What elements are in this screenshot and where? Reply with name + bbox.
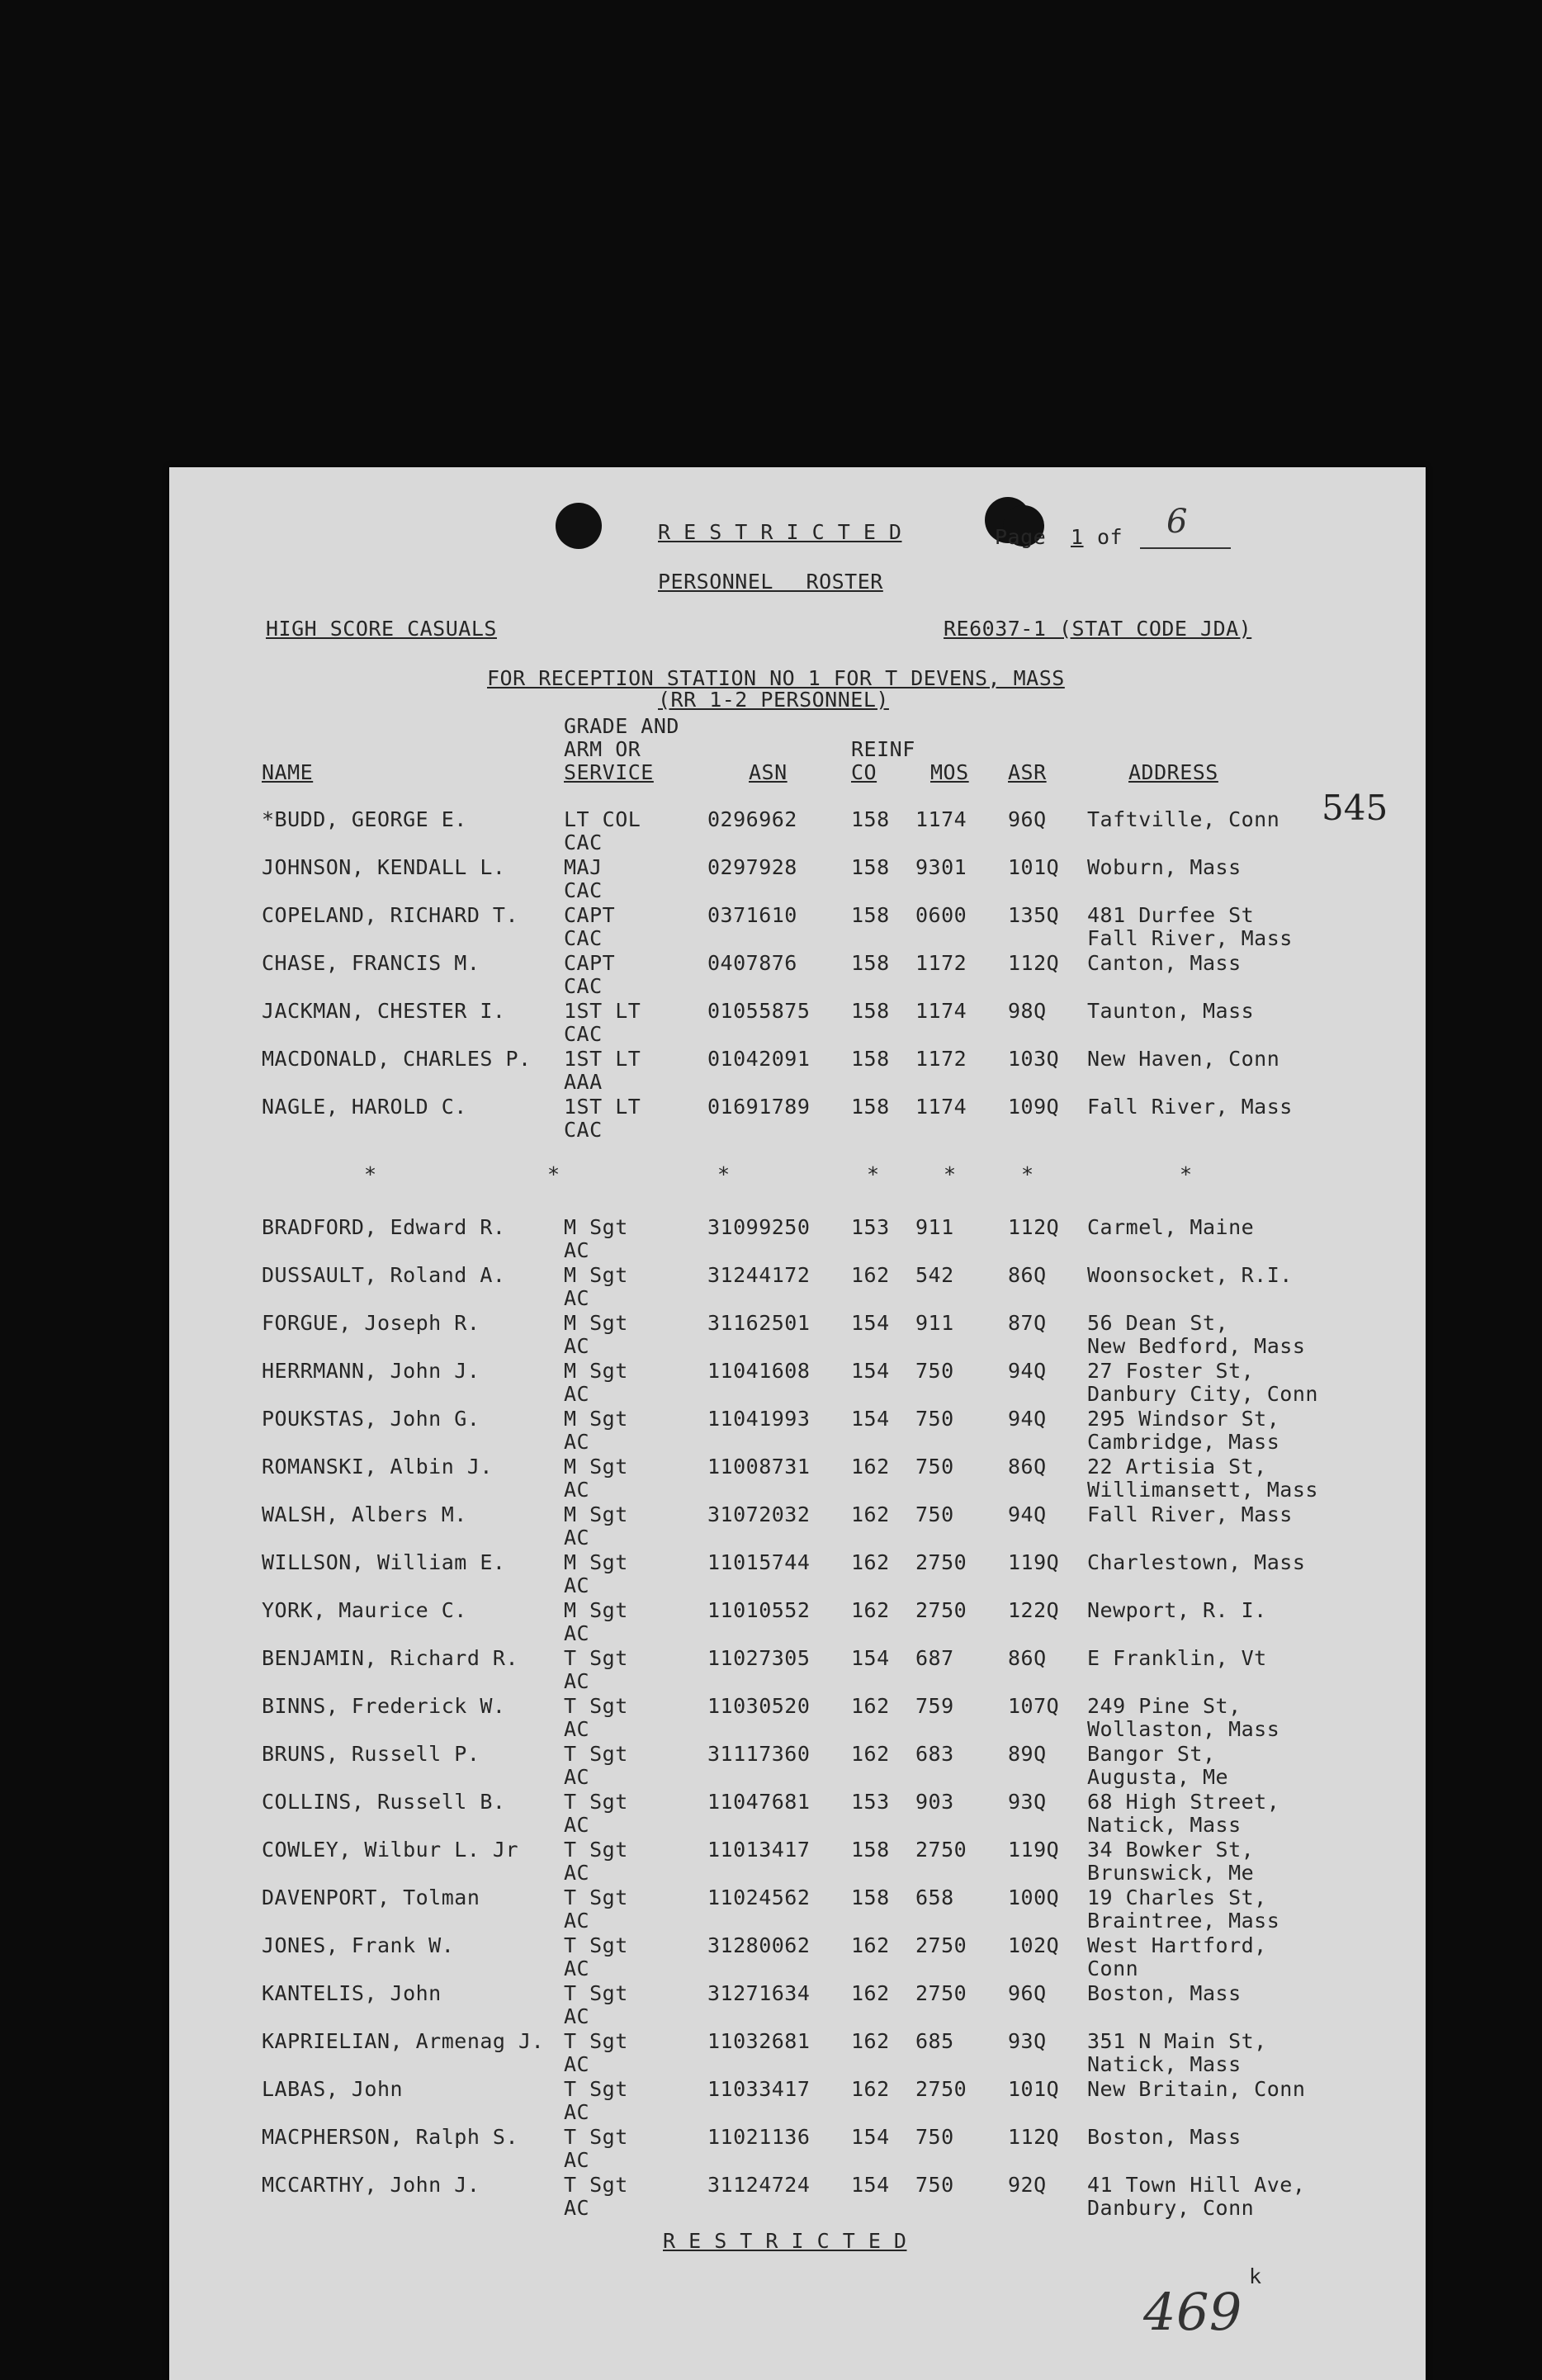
cell-co: 162 <box>851 1598 890 1622</box>
cell-asn: 11047681 <box>707 1790 811 1814</box>
cell-arm: CAC <box>564 1118 603 1142</box>
cell-addr1: E Franklin, Vt <box>1087 1646 1267 1670</box>
cell-mos: 2750 <box>915 2077 967 2101</box>
cell-asr: 101Q <box>1008 855 1060 879</box>
cell-grade: T Sgt <box>564 2125 628 2149</box>
cell-mos: 683 <box>915 1742 954 1766</box>
col-name: NAME <box>262 760 314 784</box>
cell-name: FORGUE, Joseph R. <box>262 1311 480 1335</box>
roster-row <box>169 1504 1426 1552</box>
page-total-line <box>1140 547 1231 549</box>
cell-asr: 122Q <box>1008 1598 1060 1622</box>
cell-mos: 750 <box>915 1455 954 1479</box>
punch-hole-left <box>556 503 602 549</box>
station-subtitle: (RR 1-2 PERSONNEL) <box>658 688 889 712</box>
cell-co: 158 <box>851 1886 890 1909</box>
cell-mos: 1174 <box>915 999 967 1023</box>
cell-grade: M Sgt <box>564 1311 628 1335</box>
col-grade-2: ARM OR <box>564 737 641 761</box>
cell-asr: 94Q <box>1008 1359 1047 1383</box>
cell-co: 154 <box>851 1646 890 1670</box>
cell-co: 158 <box>851 1095 890 1119</box>
roster-row <box>169 1791 1426 1839</box>
cell-mos: 750 <box>915 2173 954 2197</box>
cell-addr1: Charlestown, Mass <box>1087 1550 1306 1574</box>
cell-mos: 750 <box>915 1502 954 1526</box>
cell-name: CHASE, FRANCIS M. <box>262 951 480 975</box>
col-reinf-2: CO <box>851 760 877 784</box>
cell-arm: AC <box>564 1430 590 1454</box>
col-grade-1: GRADE AND <box>564 714 679 738</box>
cell-grade: M Sgt <box>564 1359 628 1383</box>
cell-arm: AC <box>564 1717 590 1741</box>
cell-addr1: 351 N Main St, <box>1087 2029 1267 2053</box>
cell-addr1: Newport, R. I. <box>1087 1598 1267 1622</box>
cell-co: 154 <box>851 2125 890 2149</box>
cell-co: 162 <box>851 1981 890 2005</box>
roster-row <box>169 809 1426 857</box>
roster-row <box>169 1048 1426 1096</box>
cell-asr: 94Q <box>1008 1407 1047 1431</box>
cell-mos: 2750 <box>915 1598 967 1622</box>
separator-mark: * <box>1180 1162 1193 1186</box>
cell-co: 158 <box>851 903 890 927</box>
cell-asn: 31162501 <box>707 1311 811 1335</box>
cell-name: BINNS, Frederick W. <box>262 1694 506 1718</box>
cell-arm: AC <box>564 1909 590 1933</box>
cell-grade: T Sgt <box>564 1838 628 1862</box>
cell-asn: 31124724 <box>707 2173 811 2197</box>
cell-name: LABAS, John <box>262 2077 404 2101</box>
cell-name: WILLSON, William E. <box>262 1550 506 1574</box>
cell-asr: 102Q <box>1008 1933 1060 1957</box>
cell-asr: 87Q <box>1008 1311 1047 1335</box>
cell-addr1: Fall River, Mass <box>1087 1502 1293 1526</box>
cell-co: 154 <box>851 2173 890 2197</box>
cell-grade: M Sgt <box>564 1407 628 1431</box>
cell-asn: 31244172 <box>707 1263 811 1287</box>
of-label: of <box>1097 525 1123 549</box>
separator-mark: * <box>547 1162 561 1186</box>
cell-asr: 86Q <box>1008 1455 1047 1479</box>
cell-asn: 11013417 <box>707 1838 811 1862</box>
cell-name: *BUDD, GEORGE E. <box>262 807 467 831</box>
cell-mos: 1174 <box>915 807 967 831</box>
cell-asn: 11041993 <box>707 1407 811 1431</box>
cell-mos: 2750 <box>915 1550 967 1574</box>
cell-asn: 11021136 <box>707 2125 811 2149</box>
cell-grade: T Sgt <box>564 1933 628 1957</box>
cell-name: NAGLE, HAROLD C. <box>262 1095 467 1119</box>
cell-name: KAPRIELIAN, Armenag J. <box>262 2029 545 2053</box>
cell-asn: 11041608 <box>707 1359 811 1383</box>
roster-row <box>169 1360 1426 1408</box>
cell-name: DUSSAULT, Roland A. <box>262 1263 506 1287</box>
cell-co: 162 <box>851 2029 890 2053</box>
cell-arm: AC <box>564 2004 590 2028</box>
cell-grade: CAPT <box>564 951 616 975</box>
cell-asr: 112Q <box>1008 1215 1060 1239</box>
cell-asr: 96Q <box>1008 1981 1047 2005</box>
col-mos: MOS <box>930 760 969 784</box>
cell-addr1: 41 Town Hill Ave, <box>1087 2173 1306 2197</box>
cell-addr2: Natick, Mass <box>1087 1813 1242 1837</box>
cell-arm: AC <box>564 1861 590 1885</box>
cell-name: DAVENPORT, Tolman <box>262 1886 480 1909</box>
cell-asr: 86Q <box>1008 1263 1047 1287</box>
roster-row <box>169 2127 1426 2174</box>
cell-grade: T Sgt <box>564 2029 628 2053</box>
cell-grade: LT COL <box>564 807 641 831</box>
cell-name: YORK, Maurice C. <box>262 1598 467 1622</box>
roster-row <box>169 1217 1426 1265</box>
cell-mos: 2750 <box>915 1981 967 2005</box>
cell-arm: AC <box>564 2052 590 2076</box>
cell-co: 158 <box>851 951 890 975</box>
cell-asn: 11033417 <box>707 2077 811 2101</box>
cell-arm: AC <box>564 2148 590 2172</box>
cell-arm: AC <box>564 1334 590 1358</box>
cell-arm: CAC <box>564 878 603 902</box>
cell-arm: AC <box>564 1478 590 1502</box>
roster-row <box>169 857 1426 905</box>
cell-asn: 0297928 <box>707 855 797 879</box>
cell-grade: 1ST LT <box>564 999 641 1023</box>
cell-mos: 542 <box>915 1263 954 1287</box>
cell-mos: 658 <box>915 1886 954 1909</box>
cell-addr1: Woburn, Mass <box>1087 855 1242 879</box>
cell-arm: CAC <box>564 974 603 998</box>
cell-co: 162 <box>851 1263 890 1287</box>
cell-asr: 89Q <box>1008 1742 1047 1766</box>
cell-mos: 903 <box>915 1790 954 1814</box>
cell-asn: 11030520 <box>707 1694 811 1718</box>
cell-name: COLLINS, Russell B. <box>262 1790 506 1814</box>
cell-mos: 687 <box>915 1646 954 1670</box>
cell-name: BENJAMIN, Richard R. <box>262 1646 519 1670</box>
cell-co: 158 <box>851 807 890 831</box>
cell-addr2: Augusta, Me <box>1087 1765 1229 1789</box>
cell-addr2: Wollaston, Mass <box>1087 1717 1280 1741</box>
cell-co: 162 <box>851 1502 890 1526</box>
page-title: PERSONNEL ROSTER <box>658 570 883 594</box>
document-number: 545 <box>1322 788 1388 828</box>
cell-arm: AC <box>564 1382 590 1406</box>
cell-mos: 911 <box>915 1215 954 1239</box>
cell-asr: 93Q <box>1008 2029 1047 2053</box>
cell-mos: 750 <box>915 2125 954 2149</box>
cell-grade: M Sgt <box>564 1502 628 1526</box>
col-reinf-1: REINF <box>851 737 915 761</box>
cell-co: 158 <box>851 999 890 1023</box>
cell-asr: 92Q <box>1008 2173 1047 2197</box>
cell-mos: 1172 <box>915 951 967 975</box>
cell-co: 153 <box>851 1790 890 1814</box>
cell-addr1: Boston, Mass <box>1087 2125 1242 2149</box>
cell-grade: T Sgt <box>564 1646 628 1670</box>
cell-addr2: Brunswick, Me <box>1087 1861 1255 1885</box>
cell-grade: 1ST LT <box>564 1095 641 1119</box>
cell-grade: CAPT <box>564 903 616 927</box>
cell-asn: 11024562 <box>707 1886 811 1909</box>
cell-addr2: Braintree, Mass <box>1087 1909 1280 1933</box>
cell-co: 162 <box>851 1933 890 1957</box>
cell-asn: 31280062 <box>707 1933 811 1957</box>
cell-asn: 01055875 <box>707 999 811 1023</box>
col-asn: ASN <box>749 760 788 784</box>
cell-co: 158 <box>851 1047 890 1071</box>
separator-mark: * <box>364 1162 377 1186</box>
roster-row <box>169 1983 1426 2031</box>
cell-asn: 0371610 <box>707 903 797 927</box>
cell-name: BRADFORD, Edward R. <box>262 1215 506 1239</box>
cell-asn: 31271634 <box>707 1981 811 2005</box>
cell-asr: 98Q <box>1008 999 1047 1023</box>
cell-name: COPELAND, RICHARD T. <box>262 903 519 927</box>
cell-grade: T Sgt <box>564 1981 628 2005</box>
cell-addr1: 295 Windsor St, <box>1087 1407 1280 1431</box>
cell-addr2: Danbury City, Conn <box>1087 1382 1318 1406</box>
roster-page <box>169 467 1426 2380</box>
cell-asr: 100Q <box>1008 1886 1060 1909</box>
cell-addr1: 249 Pine St, <box>1087 1694 1242 1718</box>
roster-row <box>169 1096 1426 1144</box>
cell-addr1: Woonsocket, R.I. <box>1087 1263 1293 1287</box>
cell-asr: 107Q <box>1008 1694 1060 1718</box>
restricted-footer: R E S T R I C T E D <box>663 2229 907 2253</box>
cell-addr1: Bangor St, <box>1087 1742 1216 1766</box>
cell-name: JONES, Frank W. <box>262 1933 455 1957</box>
cell-mos: 1172 <box>915 1047 967 1071</box>
cell-grade: M Sgt <box>564 1215 628 1239</box>
cell-addr1: Boston, Mass <box>1087 1981 1242 2005</box>
cell-name: JOHNSON, KENDALL L. <box>262 855 506 879</box>
cell-asn: 0296962 <box>707 807 797 831</box>
col-grade-3: SERVICE <box>564 760 654 784</box>
cell-asr: 96Q <box>1008 807 1047 831</box>
cell-addr1: 56 Dean St, <box>1087 1311 1229 1335</box>
cell-arm: AC <box>564 1238 590 1262</box>
cell-addr2: Danbury, Conn <box>1087 2196 1255 2220</box>
cell-addr1: New Britain, Conn <box>1087 2077 1306 2101</box>
cell-asr: 101Q <box>1008 2077 1060 2101</box>
roster-row <box>169 1744 1426 1791</box>
cell-name: JACKMAN, CHESTER I. <box>262 999 506 1023</box>
roster-row <box>169 1265 1426 1313</box>
cell-asr: 109Q <box>1008 1095 1060 1119</box>
cell-mos: 2750 <box>915 1933 967 1957</box>
cell-asn: 01042091 <box>707 1047 811 1071</box>
station-title: FOR RECEPTION STATION NO 1 FOR T DEVENS, MASS <box>487 666 1065 690</box>
cell-mos: 0600 <box>915 903 967 927</box>
cell-name: MACDONALD, CHARLES P. <box>262 1047 532 1071</box>
cell-asr: 112Q <box>1008 2125 1060 2149</box>
cell-name: WALSH, Albers M. <box>262 1502 467 1526</box>
cell-arm: AAA <box>564 1070 603 1094</box>
roster-row <box>169 1600 1426 1648</box>
cell-asr: 86Q <box>1008 1646 1047 1670</box>
cell-mos: 9301 <box>915 855 967 879</box>
roster-row <box>169 953 1426 1001</box>
cell-co: 162 <box>851 1742 890 1766</box>
cell-asn: 31072032 <box>707 1502 811 1526</box>
cell-grade: T Sgt <box>564 1790 628 1814</box>
cell-asn: 11008731 <box>707 1455 811 1479</box>
cell-grade: M Sgt <box>564 1263 628 1287</box>
roster-row <box>169 2079 1426 2127</box>
cell-addr2: New Bedford, Mass <box>1087 1334 1306 1358</box>
cell-arm: CAC <box>564 926 603 950</box>
cell-mos: 1174 <box>915 1095 967 1119</box>
cell-name: POUKSTAS, John G. <box>262 1407 480 1431</box>
cell-grade: M Sgt <box>564 1550 628 1574</box>
cell-addr1: Fall River, Mass <box>1087 1095 1293 1119</box>
roster-row <box>169 1408 1426 1456</box>
cell-arm: AC <box>564 1813 590 1837</box>
cell-name: ROMANSKI, Albin J. <box>262 1455 493 1479</box>
cell-name: COWLEY, Wilbur L. Jr <box>262 1838 519 1862</box>
cell-addr1: Taunton, Mass <box>1087 999 1255 1023</box>
cell-asn: 11015744 <box>707 1550 811 1574</box>
cell-addr1: Canton, Mass <box>1087 951 1242 975</box>
cell-name: MCCARTHY, John J. <box>262 2173 480 2197</box>
page-number: 1 <box>1071 525 1084 549</box>
cell-co: 162 <box>851 1455 890 1479</box>
cell-co: 158 <box>851 1838 890 1862</box>
roster-row <box>169 1696 1426 1744</box>
cell-co: 154 <box>851 1359 890 1383</box>
cell-arm: AC <box>564 1526 590 1550</box>
separator-mark: * <box>867 1162 880 1186</box>
cell-co: 153 <box>851 1215 890 1239</box>
cell-asn: 01691789 <box>707 1095 811 1119</box>
roster-row <box>169 1001 1426 1048</box>
cell-co: 162 <box>851 1694 890 1718</box>
cell-asr: 93Q <box>1008 1790 1047 1814</box>
cell-arm: AC <box>564 1765 590 1789</box>
cell-arm: AC <box>564 2100 590 2124</box>
cell-addr1: 19 Charles St, <box>1087 1886 1267 1909</box>
cell-grade: M Sgt <box>564 1598 628 1622</box>
roster-row <box>169 1456 1426 1504</box>
cell-arm: AC <box>564 1621 590 1645</box>
roster-row <box>169 1648 1426 1696</box>
col-address: ADDRESS <box>1128 760 1218 784</box>
cell-grade: MAJ <box>564 855 603 879</box>
cell-addr1: 22 Artisia St, <box>1087 1455 1267 1479</box>
cell-addr1: Taftville, Conn <box>1087 807 1280 831</box>
cell-arm: AC <box>564 1286 590 1310</box>
cell-asn: 31099250 <box>707 1215 811 1239</box>
separator-mark: * <box>717 1162 731 1186</box>
cell-mos: 750 <box>915 1407 954 1431</box>
cell-addr1: 481 Durfee St <box>1087 903 1255 927</box>
page-total: 6 <box>1166 503 1188 541</box>
cell-co: 154 <box>851 1311 890 1335</box>
mark-k: k <box>1249 2264 1262 2288</box>
cell-addr2: Natick, Mass <box>1087 2052 1242 2076</box>
cell-addr2: Cambridge, Mass <box>1087 1430 1280 1454</box>
cell-arm: AC <box>564 1573 590 1597</box>
cell-addr1: Carmel, Maine <box>1087 1215 1255 1239</box>
cell-grade: 1ST LT <box>564 1047 641 1071</box>
separator-mark: * <box>944 1162 957 1186</box>
cell-asr: 119Q <box>1008 1550 1060 1574</box>
cell-mos: 685 <box>915 2029 954 2053</box>
cell-grade: T Sgt <box>564 1886 628 1909</box>
cell-mos: 911 <box>915 1311 954 1335</box>
roster-row <box>169 2174 1426 2222</box>
cell-name: MACPHERSON, Ralph S. <box>262 2125 519 2149</box>
cell-co: 154 <box>851 1407 890 1431</box>
cell-co: 158 <box>851 855 890 879</box>
cell-grade: T Sgt <box>564 1742 628 1766</box>
cell-asn: 11027305 <box>707 1646 811 1670</box>
stat-code: RE6037-1 (STAT CODE JDA) <box>944 617 1252 641</box>
cell-mos: 750 <box>915 1359 954 1383</box>
cell-addr1: 34 Bowker St, <box>1087 1838 1255 1862</box>
cell-mos: 759 <box>915 1694 954 1718</box>
roster-row <box>169 1313 1426 1360</box>
cell-addr2: Willimansett, Mass <box>1087 1478 1318 1502</box>
cell-addr1: West Hartford, <box>1087 1933 1267 1957</box>
roster-row <box>169 1887 1426 1935</box>
cell-asr: 103Q <box>1008 1047 1060 1071</box>
cell-asr: 119Q <box>1008 1838 1060 1862</box>
cell-addr2: Conn <box>1087 1957 1139 1980</box>
cell-name: KANTELIS, John <box>262 1981 442 2005</box>
roster-row <box>169 905 1426 953</box>
left-title: HIGH SCORE CASUALS <box>266 617 497 641</box>
cell-addr2: Fall River, Mass <box>1087 926 1293 950</box>
cell-grade: M Sgt <box>564 1455 628 1479</box>
page-label: Page <box>995 525 1047 549</box>
cell-asn: 31117360 <box>707 1742 811 1766</box>
cell-arm: CAC <box>564 1022 603 1046</box>
cell-grade: T Sgt <box>564 2077 628 2101</box>
roster-row <box>169 1552 1426 1600</box>
cell-arm: CAC <box>564 830 603 854</box>
cell-asr: 112Q <box>1008 951 1060 975</box>
roster-row <box>169 2031 1426 2079</box>
cell-mos: 2750 <box>915 1838 967 1862</box>
cell-name: BRUNS, Russell P. <box>262 1742 480 1766</box>
roster-row <box>169 1935 1426 1983</box>
cell-asn: 11010552 <box>707 1598 811 1622</box>
restricted-header: R E S T R I C T E D <box>658 520 902 544</box>
cell-asr: 135Q <box>1008 903 1060 927</box>
cell-addr1: 68 High Street, <box>1087 1790 1280 1814</box>
cell-asn: 0407876 <box>707 951 797 975</box>
separator-mark: * <box>1021 1162 1034 1186</box>
cell-co: 162 <box>851 1550 890 1574</box>
cell-addr1: New Haven, Conn <box>1087 1047 1280 1071</box>
col-asr: ASR <box>1008 760 1047 784</box>
cell-asr: 94Q <box>1008 1502 1047 1526</box>
handwritten-number: 469 <box>1143 2282 1242 2342</box>
cell-grade: T Sgt <box>564 1694 628 1718</box>
cell-arm: AC <box>564 2196 590 2220</box>
cell-arm: AC <box>564 1957 590 1980</box>
cell-addr1: 27 Foster St, <box>1087 1359 1255 1383</box>
cell-name: HERRMANN, John J. <box>262 1359 480 1383</box>
roster-row <box>169 1839 1426 1887</box>
cell-arm: AC <box>564 1669 590 1693</box>
cell-asn: 11032681 <box>707 2029 811 2053</box>
cell-grade: T Sgt <box>564 2173 628 2197</box>
cell-co: 162 <box>851 2077 890 2101</box>
